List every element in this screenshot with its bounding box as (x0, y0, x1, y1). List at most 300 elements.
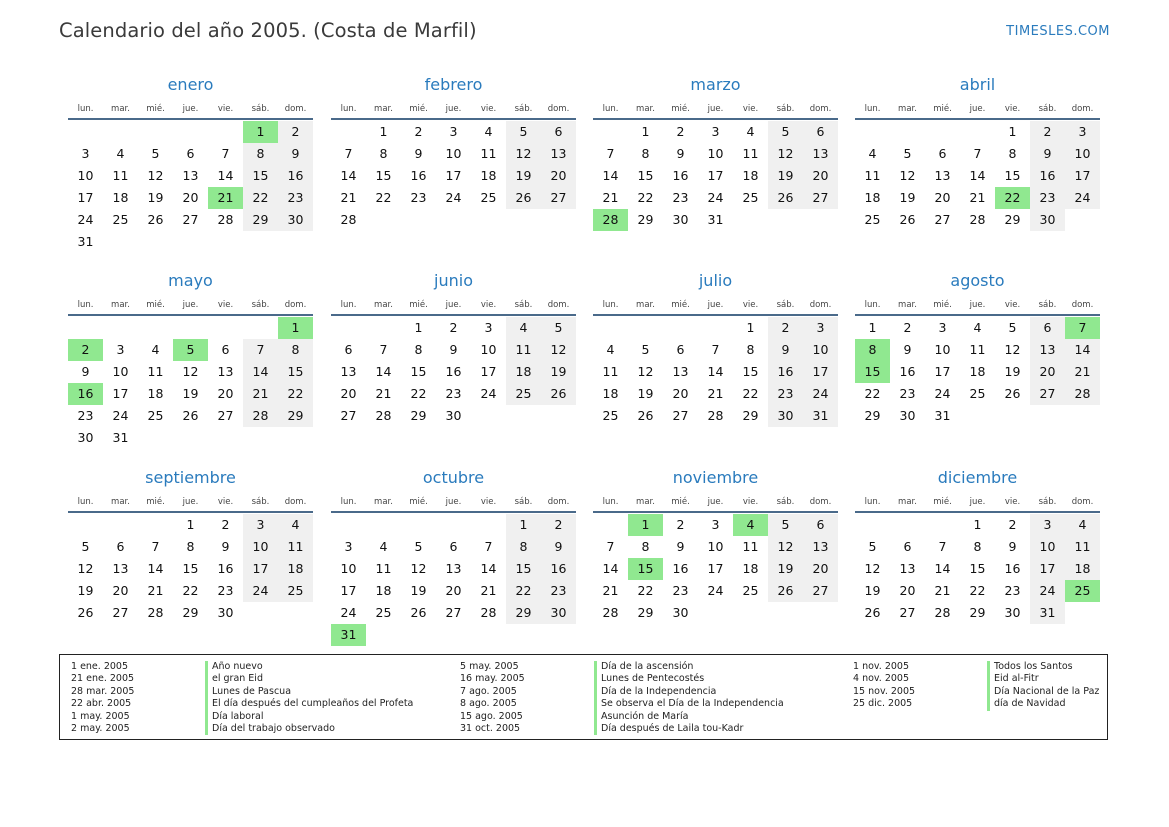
holiday-day-cell: 5 (173, 339, 208, 361)
weekday-header (855, 493, 1100, 513)
day-cell: 6 (903, 539, 912, 554)
month-mayo (68, 269, 313, 449)
day-cell: 16 (1004, 561, 1021, 576)
day-cell: 12 (637, 364, 654, 379)
day-cell: 23 (410, 190, 427, 205)
day-cell: 25 (112, 212, 129, 227)
day-cell: 23 (672, 190, 689, 205)
day-cell: 4 (506, 317, 541, 339)
weekday-header (593, 100, 838, 120)
weekday-label: dom. (809, 104, 832, 114)
weekday-label: jue. (707, 300, 724, 310)
weekday-label: sáb. (514, 300, 533, 310)
day-cell: 29 (637, 212, 654, 227)
day-cell: 5 (1008, 320, 1017, 335)
day-cell: 20 (803, 165, 838, 187)
holiday-name: Lunes de Pascua (205, 686, 291, 698)
day-cell: 7 (711, 342, 720, 357)
days-grid (331, 514, 576, 646)
day-cell: 26 (410, 605, 427, 620)
day-cell: 30 (1030, 209, 1065, 231)
holiday-day-cell: 21 (208, 187, 243, 209)
day-cell: 24 (1030, 580, 1065, 602)
day-cell: 27 (672, 408, 689, 423)
days-grid (593, 121, 838, 231)
legend-row (71, 686, 451, 698)
day-cell: 6 (116, 539, 125, 554)
day-cell: 24 (340, 605, 357, 620)
day-cell: 30 (672, 605, 689, 620)
day-cell: 25 (864, 212, 881, 227)
day-cell: 23 (1030, 187, 1065, 209)
weekday-label: mié. (146, 497, 165, 507)
weekday-label: vie. (217, 104, 234, 114)
day-cell: 23 (541, 580, 576, 602)
weekday-label: jue. (445, 300, 462, 310)
day-cell: 13 (899, 561, 916, 576)
day-cell: 10 (934, 342, 951, 357)
day-cell: 11 (506, 339, 541, 361)
day-cell: 8 (379, 146, 388, 161)
days-grid (68, 514, 313, 624)
day-cell: 13 (672, 364, 689, 379)
day-cell: 30 (541, 602, 576, 624)
days-grid (331, 121, 576, 231)
day-cell: 30 (1004, 605, 1021, 620)
weekday-label: mar. (374, 104, 393, 114)
holiday-name: El día después del cumpleaños del Profeta (205, 698, 413, 710)
weekday-label: dom. (1071, 104, 1094, 114)
month-title: enero (167, 75, 214, 94)
day-cell: 25 (480, 190, 497, 205)
day-cell: 19 (637, 386, 654, 401)
days-grid (855, 121, 1100, 231)
day-cell: 21 (934, 583, 951, 598)
weekday-label: lun. (602, 104, 619, 114)
day-cell: 8 (414, 342, 423, 357)
day-cell: 21 (340, 190, 357, 205)
day-cell: 10 (1065, 143, 1100, 165)
day-cell: 14 (1065, 339, 1100, 361)
day-cell: 20 (445, 583, 462, 598)
day-cell: 17 (77, 190, 94, 205)
day-cell: 24 (480, 386, 497, 401)
day-cell: 24 (707, 583, 724, 598)
day-cell: 30 (672, 212, 689, 227)
day-cell: 19 (768, 558, 803, 580)
month-title: septiembre (145, 468, 236, 487)
holiday-name: Día de la Independencia (594, 686, 716, 698)
day-cell: 26 (182, 408, 199, 423)
holiday-name: el gran Eid (205, 673, 263, 685)
legend-row (71, 723, 451, 735)
day-cell: 4 (1065, 514, 1100, 536)
day-cell: 3 (449, 124, 458, 139)
weekday-label: sáb. (776, 104, 795, 114)
weekday-label: lun. (340, 497, 357, 507)
day-cell: 29 (278, 405, 313, 427)
day-cell: 11 (602, 364, 619, 379)
day-cell: 29 (742, 408, 759, 423)
day-cell: 15 (243, 165, 278, 187)
holiday-name: Año nuevo (205, 661, 263, 673)
day-cell: 5 (541, 317, 576, 339)
day-cell: 25 (506, 383, 541, 405)
day-cell: 2 (414, 124, 423, 139)
day-cell: 24 (1065, 187, 1100, 209)
day-cell: 11 (147, 364, 164, 379)
day-cell: 29 (506, 602, 541, 624)
day-cell: 29 (864, 408, 881, 423)
day-cell: 11 (1065, 536, 1100, 558)
weekday-label: sáb. (1038, 300, 1057, 310)
holiday-name: Día laboral (205, 711, 263, 723)
weekday-label: dom. (284, 300, 307, 310)
weekday-label: sáb. (1038, 104, 1057, 114)
day-cell: 24 (803, 383, 838, 405)
day-cell: 12 (147, 168, 164, 183)
day-cell: 8 (186, 539, 195, 554)
holiday-date: 5 may. 2005 (460, 661, 519, 672)
day-cell: 26 (768, 187, 803, 209)
day-cell: 3 (1065, 121, 1100, 143)
weekday-label: lun. (77, 104, 94, 114)
day-cell: 8 (746, 342, 755, 357)
days-grid (593, 317, 838, 427)
day-cell: 5 (868, 539, 877, 554)
weekday-label: jue. (445, 104, 462, 114)
day-cell: 24 (243, 580, 278, 602)
day-cell: 14 (602, 561, 619, 576)
weekday-label: vie. (1004, 300, 1021, 310)
holiday-day-cell: 2 (68, 339, 103, 361)
month-title: julio (698, 271, 733, 290)
day-cell: 20 (934, 190, 951, 205)
day-cell: 26 (77, 605, 94, 620)
day-cell: 22 (375, 190, 392, 205)
day-cell: 21 (375, 386, 392, 401)
holiday-name: Se observa el Día de la Independencia (594, 698, 784, 710)
day-cell: 28 (969, 212, 986, 227)
weekday-label: sáb. (251, 497, 270, 507)
day-cell: 22 (410, 386, 427, 401)
weekday-label: jue. (445, 497, 462, 507)
day-cell: 10 (480, 342, 497, 357)
day-cell: 12 (899, 168, 916, 183)
weekday-label: vie. (480, 497, 497, 507)
weekday-header (331, 296, 576, 316)
holiday-name: Eid al-Fitr (987, 673, 1039, 685)
weekday-label: dom. (809, 300, 832, 310)
weekday-label: mié. (409, 300, 428, 310)
day-cell: 16 (410, 168, 427, 183)
day-cell: 1 (641, 124, 650, 139)
day-cell: 5 (903, 146, 912, 161)
day-cell: 27 (340, 408, 357, 423)
day-cell: 30 (445, 408, 462, 423)
day-cell: 30 (77, 430, 94, 445)
day-cell: 2 (541, 514, 576, 536)
day-cell: 16 (541, 558, 576, 580)
day-cell: 26 (768, 580, 803, 602)
day-cell: 18 (278, 558, 313, 580)
day-cell: 15 (506, 558, 541, 580)
weekday-header (855, 100, 1100, 120)
day-cell: 25 (602, 408, 619, 423)
day-cell: 24 (707, 190, 724, 205)
day-cell: 13 (340, 364, 357, 379)
day-cell: 2 (903, 320, 912, 335)
day-cell: 16 (672, 168, 689, 183)
day-cell: 2 (1008, 517, 1017, 532)
day-cell: 28 (707, 408, 724, 423)
legend-row (460, 673, 840, 685)
day-cell: 3 (81, 146, 90, 161)
day-cell: 14 (969, 168, 986, 183)
day-cell: 25 (742, 190, 759, 205)
day-cell: 10 (803, 339, 838, 361)
weekday-label: mar. (898, 300, 917, 310)
weekday-label: jue. (969, 104, 986, 114)
day-cell: 27 (803, 187, 838, 209)
day-cell: 6 (221, 342, 230, 357)
day-cell: 5 (641, 342, 650, 357)
day-cell: 10 (445, 146, 462, 161)
weekday-label: mié. (933, 497, 952, 507)
legend-row (71, 698, 451, 710)
month-title: junio (434, 271, 473, 290)
legend-row (460, 661, 840, 673)
day-cell: 14 (375, 364, 392, 379)
day-cell: 14 (934, 561, 951, 576)
legend-row (460, 686, 840, 698)
day-cell: 26 (506, 187, 541, 209)
day-cell: 18 (375, 583, 392, 598)
day-cell: 21 (707, 386, 724, 401)
day-cell: 13 (112, 561, 129, 576)
day-cell: 7 (221, 146, 230, 161)
day-cell: 28 (480, 605, 497, 620)
weekday-label: jue. (182, 104, 199, 114)
holiday-day-cell: 4 (733, 514, 768, 536)
weekday-label: jue. (707, 104, 724, 114)
weekday-label: mar. (111, 300, 130, 310)
day-cell: 4 (606, 342, 615, 357)
day-cell: 22 (182, 583, 199, 598)
day-cell: 26 (1004, 386, 1021, 401)
weekday-label: sáb. (776, 300, 795, 310)
day-cell: 19 (182, 386, 199, 401)
day-cell: 9 (1008, 539, 1017, 554)
day-cell: 17 (1065, 165, 1100, 187)
day-cell: 18 (969, 364, 986, 379)
day-cell: 25 (278, 580, 313, 602)
days-grid (855, 317, 1100, 427)
month-title: abril (959, 75, 996, 94)
legend-column (71, 661, 451, 735)
day-cell: 27 (182, 212, 199, 227)
day-cell: 20 (217, 386, 234, 401)
day-cell: 13 (934, 168, 951, 183)
month-abril (855, 73, 1100, 231)
day-cell: 12 (182, 364, 199, 379)
day-cell: 18 (1065, 558, 1100, 580)
month-title: marzo (690, 75, 741, 94)
weekday-label: lun. (602, 300, 619, 310)
weekday-label: sáb. (776, 497, 795, 507)
day-cell: 29 (182, 605, 199, 620)
holiday-day-cell: 7 (1065, 317, 1100, 339)
day-cell: 14 (217, 168, 234, 183)
day-cell: 17 (1030, 558, 1065, 580)
weekday-header (855, 296, 1100, 316)
day-cell: 11 (864, 168, 881, 183)
day-cell: 29 (637, 605, 654, 620)
day-cell: 23 (672, 583, 689, 598)
legend-row (853, 698, 1169, 710)
day-cell: 6 (541, 121, 576, 143)
day-cell: 20 (340, 386, 357, 401)
day-cell: 13 (217, 364, 234, 379)
day-cell: 13 (445, 561, 462, 576)
day-cell: 15 (375, 168, 392, 183)
day-cell: 10 (77, 168, 94, 183)
day-cell: 27 (541, 187, 576, 209)
day-cell: 9 (221, 539, 230, 554)
day-cell: 15 (1004, 168, 1021, 183)
month-marzo (593, 73, 838, 231)
month-febrero (331, 73, 576, 231)
day-cell: 24 (934, 386, 951, 401)
day-cell: 5 (414, 539, 423, 554)
day-cell: 1 (868, 320, 877, 335)
day-cell: 19 (77, 583, 94, 598)
day-cell: 3 (711, 124, 720, 139)
day-cell: 23 (899, 386, 916, 401)
day-cell: 23 (77, 408, 94, 423)
month-title: mayo (168, 271, 213, 290)
holiday-date: 15 ago. 2005 (460, 710, 523, 722)
day-cell: 19 (899, 190, 916, 205)
day-cell: 30 (217, 605, 234, 620)
day-cell: 28 (375, 408, 392, 423)
weekday-label: mié. (146, 300, 165, 310)
day-cell: 13 (182, 168, 199, 183)
weekday-label: mié. (146, 104, 165, 114)
holiday-day-cell: 28 (593, 209, 628, 231)
days-grid (68, 121, 313, 253)
day-cell: 21 (480, 583, 497, 598)
weekday-label: jue. (182, 497, 199, 507)
weekday-label: jue. (707, 497, 724, 507)
day-cell: 6 (676, 342, 685, 357)
day-cell: 4 (484, 124, 493, 139)
day-cell: 10 (112, 364, 129, 379)
holiday-date: 7 ago. 2005 (460, 685, 517, 697)
month-title: diciembre (937, 468, 1018, 487)
legend-column (853, 661, 1169, 711)
day-cell: 19 (541, 361, 576, 383)
weekday-label: vie. (480, 300, 497, 310)
month-junio (331, 269, 576, 427)
holiday-day-cell: 31 (331, 624, 366, 646)
day-cell: 7 (606, 539, 615, 554)
day-cell: 29 (969, 605, 986, 620)
month-enero (68, 73, 313, 253)
weekday-label: mar. (636, 497, 655, 507)
day-cell: 5 (81, 539, 90, 554)
day-cell: 9 (81, 364, 90, 379)
day-cell: 15 (410, 364, 427, 379)
day-cell: 30 (278, 209, 313, 231)
holiday-name: Lunes de Pentecostés (594, 673, 704, 685)
day-cell: 7 (973, 146, 982, 161)
day-cell: 27 (934, 212, 951, 227)
brand-logo-text[interactable]: TIMESLES.COM (1006, 24, 1110, 39)
day-cell: 16 (672, 561, 689, 576)
day-cell: 1 (186, 517, 195, 532)
legend-row (460, 711, 840, 723)
legend-row (853, 673, 1169, 685)
weekday-label: mar. (636, 300, 655, 310)
month-julio (593, 269, 838, 427)
day-cell: 31 (934, 408, 951, 423)
day-cell: 21 (243, 383, 278, 405)
day-cell: 25 (147, 408, 164, 423)
weekday-label: lun. (340, 300, 357, 310)
month-diciembre (855, 466, 1100, 624)
legend-row (71, 661, 451, 673)
day-cell: 12 (1004, 342, 1021, 357)
weekday-label: mar. (111, 104, 130, 114)
day-cell: 12 (506, 143, 541, 165)
day-cell: 2 (221, 517, 230, 532)
day-cell: 8 (243, 143, 278, 165)
day-cell: 7 (151, 539, 160, 554)
day-cell: 12 (768, 143, 803, 165)
page-title: Calendario del año 2005. (Costa de Marfil) (59, 19, 477, 42)
day-cell: 3 (1030, 514, 1065, 536)
day-cell: 20 (803, 558, 838, 580)
days-grid (593, 514, 838, 624)
day-cell: 31 (803, 405, 838, 427)
day-cell: 12 (77, 561, 94, 576)
holiday-date: 2 may. 2005 (71, 722, 130, 734)
day-cell: 6 (344, 342, 353, 357)
day-cell: 28 (1065, 383, 1100, 405)
day-cell: 24 (445, 190, 462, 205)
weekday-label: mié. (671, 104, 690, 114)
day-cell: 17 (112, 386, 129, 401)
holiday-day-cell: 8 (855, 339, 890, 361)
weekday-label: sáb. (251, 104, 270, 114)
weekday-label: mar. (111, 497, 130, 507)
day-cell: 26 (899, 212, 916, 227)
weekday-header (593, 493, 838, 513)
day-cell: 17 (445, 168, 462, 183)
day-cell: 25 (375, 605, 392, 620)
weekday-label: mar. (636, 104, 655, 114)
day-cell: 18 (112, 190, 129, 205)
weekday-header (331, 493, 576, 513)
day-cell: 1 (746, 320, 755, 335)
day-cell: 10 (340, 561, 357, 576)
weekday-label: dom. (284, 497, 307, 507)
holiday-date: 15 nov. 2005 (853, 685, 916, 697)
day-cell: 15 (182, 561, 199, 576)
day-cell: 17 (934, 364, 951, 379)
month-title: agosto (950, 271, 1005, 290)
